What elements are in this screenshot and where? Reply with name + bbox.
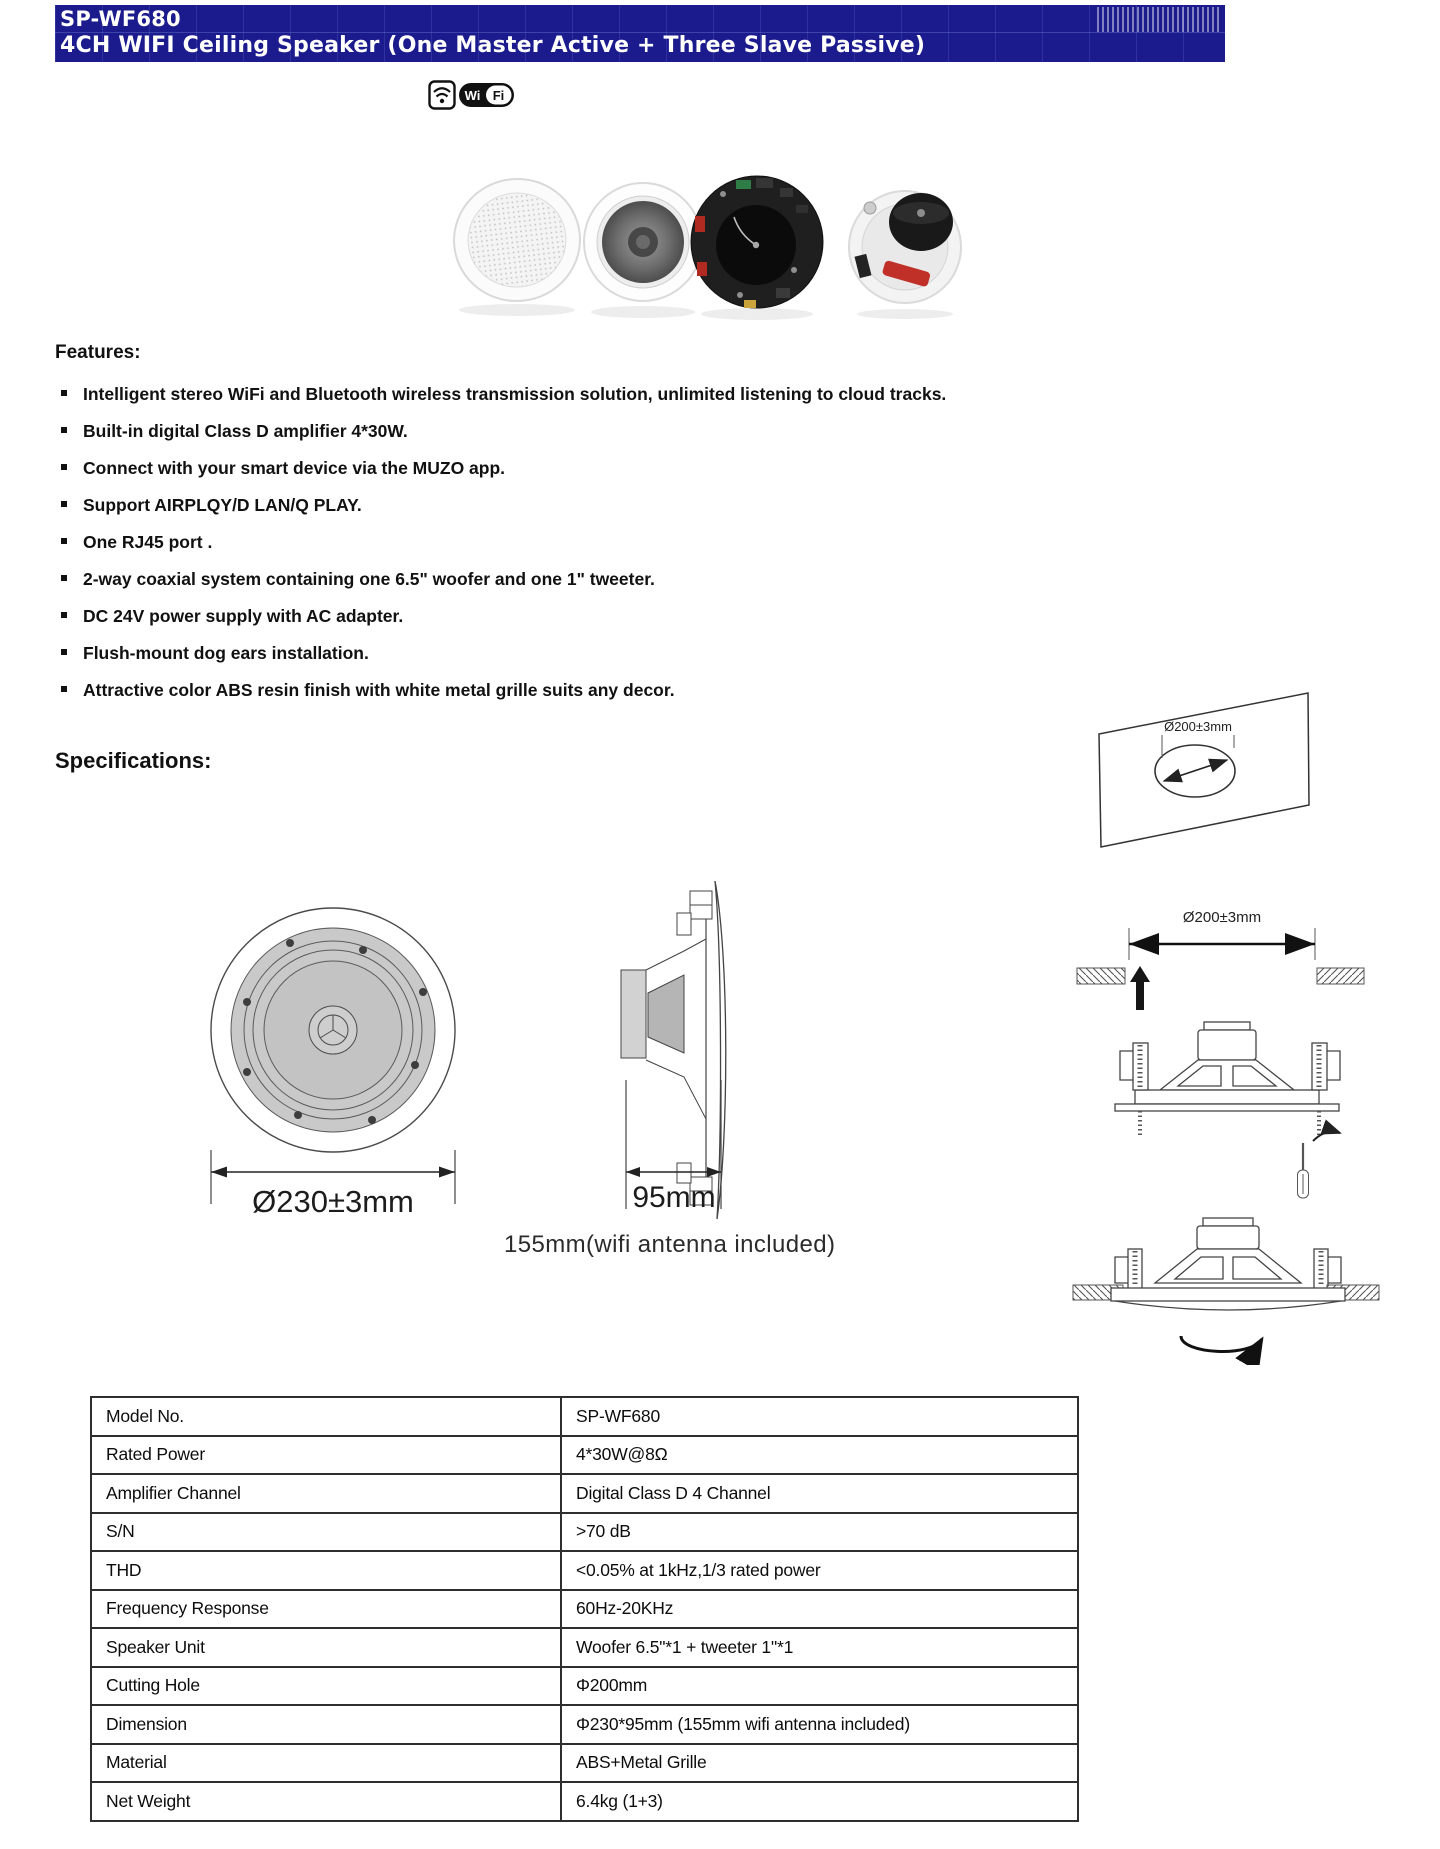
screwdriver-icon [1298,1132,1341,1198]
table-row: Net Weight 6.4kg (1+3) [91,1782,1078,1821]
bullet-square-icon [61,649,67,655]
product-photos [440,150,980,320]
speaker-photo-woofer-front [584,183,702,301]
bullet-square-icon [61,686,67,692]
speaker-cross-section [1115,1022,1340,1136]
side-depth-dim-label: 95mm [632,1181,716,1214]
title-bar [55,5,1225,62]
bullet-square-icon [61,464,67,470]
table-row: S/N >70 dB [91,1513,1078,1552]
bullet-square-icon [61,501,67,507]
speaker-photo-pcb-back [691,176,823,308]
install-hole-dim-label: Ø200±3mm [1182,909,1262,926]
table-row: THD <0.05% at 1kHz,1/3 rated power [91,1551,1078,1590]
feature-item: Flush-mount dog ears installation. [55,641,1065,665]
table-row: Dimension Φ230*95mm (155mm wifi antenna included) [91,1705,1078,1744]
feature-item: One RJ45 port . [55,530,1065,554]
rotate-arrow [1181,1336,1262,1351]
panel-hole-dim-label: Ø200±3mm [1164,719,1232,734]
cutting-hole-panel-diagram [1090,688,1320,858]
wifi-wi-label: Wi [464,88,481,103]
table-row: Speaker Unit Woofer 6.5"*1 + tweeter 1"*1 [91,1628,1078,1667]
specifications-heading: Specifications: [55,748,212,773]
model-number-title: SP-WF680 [60,7,181,31]
spec-table [90,1396,1079,1822]
bullet-square-icon [61,427,67,433]
feature-item: Built-in digital Class D amplifier 4*30W. [55,419,1065,443]
features-heading: Features: [55,342,141,363]
side-view-drawing [598,875,753,1225]
dog-ear-top [677,891,712,935]
feature-item: 2-way coaxial system containing one 6.5" woofer and one 1" tweeter. [55,567,1065,591]
mounted-speaker-cross-section [1115,1218,1341,1289]
table-row: Frequency Response 60Hz-20KHz [91,1590,1078,1629]
feature-item: Intelligent stereo WiFi and Bluetooth wireless transmission solution, unlimited listening to cloud tracks. [55,382,1065,406]
speaker-photo-driver-back [849,191,961,303]
feature-item: Support AIRPLQY/D LAN/Q PLAY. [55,493,1065,517]
feature-item: Attractive color ABS resin finish with white metal grille suits any decor. [55,678,1065,702]
product-title: 4CH WIFI Ceiling Speaker (One Master Active + Three Slave Passive) [60,33,926,58]
table-row: Model No. SP-WF680 [91,1397,1078,1436]
wifi-phone-icon [428,80,516,110]
header-stripes-decoration [1097,7,1222,32]
installation-insert-diagram [1065,898,1395,1220]
table-row: Rated Power 4*30W@8Ω [91,1436,1078,1475]
feature-item: DC 24V power supply with AC adapter. [55,604,1065,628]
installation-mounted-diagram [1065,1213,1395,1365]
wifi-fi-label: Fi [492,88,505,103]
bullet-square-icon [61,612,67,618]
wifi-logo [428,80,516,115]
insert-up-arrow [1130,966,1150,1010]
bullet-square-icon [61,575,67,581]
speaker-photo-grille-front [447,172,587,308]
table-row: Material ABS+Metal Grille [91,1744,1078,1783]
antenna-length-note: 155mm(wifi antenna included) [504,1231,836,1258]
features-list [55,382,1065,715]
bullet-square-icon [61,390,67,396]
front-diameter-dim-label: Ø230±3mm [252,1184,414,1219]
feature-item: Connect with your smart device via the MUZO app. [55,456,1065,480]
table-row: Cutting Hole Φ200mm [91,1667,1078,1706]
front-view-drawing [195,900,475,1225]
bullet-square-icon [61,538,67,544]
table-row: Amplifier Channel Digital Class D 4 Channel [91,1474,1078,1513]
